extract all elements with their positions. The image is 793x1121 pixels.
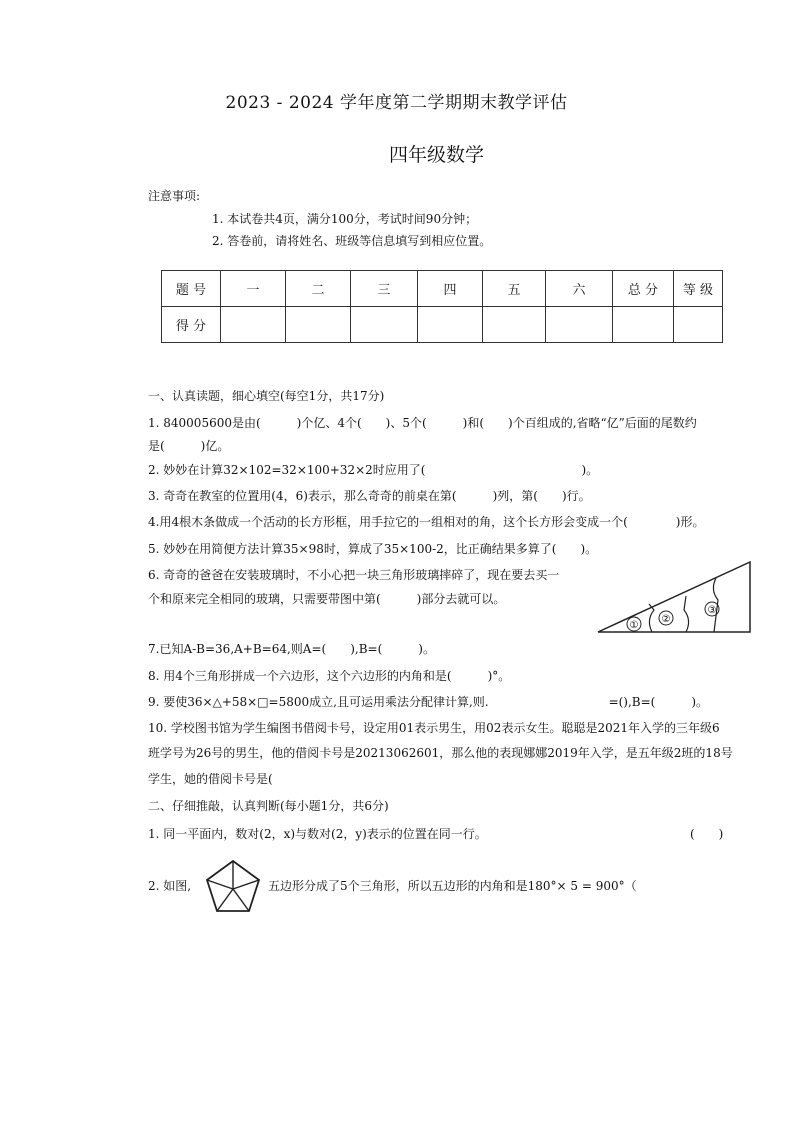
score-cell: 一 — [221, 271, 286, 307]
score-input-cell[interactable] — [483, 307, 546, 343]
judgement-question-suffix: 五边形分成了5个三角形，所以五边形的内角和是180°× 5 = 900°（ — [268, 879, 637, 893]
question-line: 班学号为26号的男生，他的借阅卡号是20213062601，那么他的表现娜娜2019年入学，是五年级2班的18号 — [148, 746, 733, 760]
exam-subtitle: 四年级数学 — [388, 144, 484, 166]
question-line: 2. 妙妙在计算32×102=32×100+32×2时应用了( )。 — [148, 463, 599, 477]
score-cell: 得 分 — [162, 307, 221, 343]
score-cell: 四 — [418, 271, 483, 307]
score-input-cell[interactable] — [674, 307, 723, 343]
score-cell: 题 号 — [162, 271, 221, 307]
judgement-question: 1. 同一平面内，数对(2，x)与数对(2，y)表示的位置在同一行。 — [148, 827, 487, 841]
score-input-cell[interactable] — [221, 307, 286, 343]
score-cell: 六 — [546, 271, 613, 307]
score-table — [161, 270, 723, 343]
section-heading: 二、仔细推敲，认真判断(每小题1分，共6分) — [148, 799, 389, 813]
question-line: 7.已知A-B=36,A+B=64,则A=( ),B=( )。 — [148, 642, 435, 656]
exam-title: 2023 - 2024 学年度第二学期期末教学评估 — [225, 93, 568, 113]
question-line: 学生，她的借阅卡号是( — [148, 772, 273, 786]
score-input-cell[interactable] — [613, 307, 674, 343]
score-cell: 等 级 — [674, 271, 723, 307]
figure-label: ② — [661, 614, 671, 625]
figure-label: ③ — [707, 605, 717, 616]
question-line: 3. 奇奇在教室的位置用(4，6)表示，那么奇奇的前桌在第( )列，第( )行。 — [148, 489, 591, 503]
score-input-cell[interactable] — [351, 307, 418, 343]
question-line: 10. 学校图书馆为学生编图书借阅卡号，设定用01表示男生，用02表示女生。聪聪是2021年入学的三年级6 — [148, 721, 720, 735]
score-input-cell[interactable] — [546, 307, 613, 343]
question-line: 4.用4根木条做成一个活动的长方形框，用手拉它的一组相对的角，这个长方形会变成一个( )形。 — [148, 515, 705, 529]
score-cell: 二 — [286, 271, 351, 307]
notes-item: 1. 本试卷共4页，满分100分，考试时间90分钟； — [212, 212, 478, 226]
score-cell: 总 分 — [613, 271, 674, 307]
judgement-question-prefix: 2. 如图, — [148, 879, 192, 893]
figure-label: ① — [629, 620, 639, 631]
notes-heading: 注意事项: — [148, 189, 201, 203]
question-line: 6. 奇奇的爸爸在安装玻璃时，不小心把一块三角形玻璃摔碎了，现在要去买一 — [148, 568, 560, 582]
section-heading: 一、认真读题，细心填空(每空1分，共17分) — [148, 389, 385, 403]
question-line: 1. 840005600是由( )个亿、4个( )、5个( )和( )个百组成的,省略“亿”后面的尾数约 — [148, 416, 697, 430]
notes-item: 2. 答卷前，请将姓名、班级等信息填写到相应位置。 — [212, 234, 492, 248]
question-line: 8. 用4个三角形拼成一个六边形，这个六边形的内角和是( )°。 — [148, 669, 511, 683]
question-line: 个和原来完全相同的玻璃，只需要带图中第( )部分去就可以。 — [148, 592, 506, 606]
score-table-score-row — [162, 307, 723, 343]
score-cell: 三 — [351, 271, 418, 307]
score-table-header-row — [162, 271, 723, 307]
score-cell: 五 — [483, 271, 546, 307]
question-line: 9. 要使36×△+58×□=5800成立,且可运用乘法分配律计算,则. =(),B=( )。 — [148, 695, 709, 709]
answer-parentheses[interactable]: ( ) — [690, 827, 724, 841]
score-input-cell[interactable] — [286, 307, 351, 343]
broken-triangle-figure — [594, 560, 754, 635]
pentagon-figure — [204, 858, 262, 916]
question-line: 5. 妙妙在用简便方法计算35×98时，算成了35×100-2，比正确结果多算了( )。 — [148, 542, 598, 556]
question-line: 是( )亿。 — [148, 439, 230, 453]
score-input-cell[interactable] — [418, 307, 483, 343]
